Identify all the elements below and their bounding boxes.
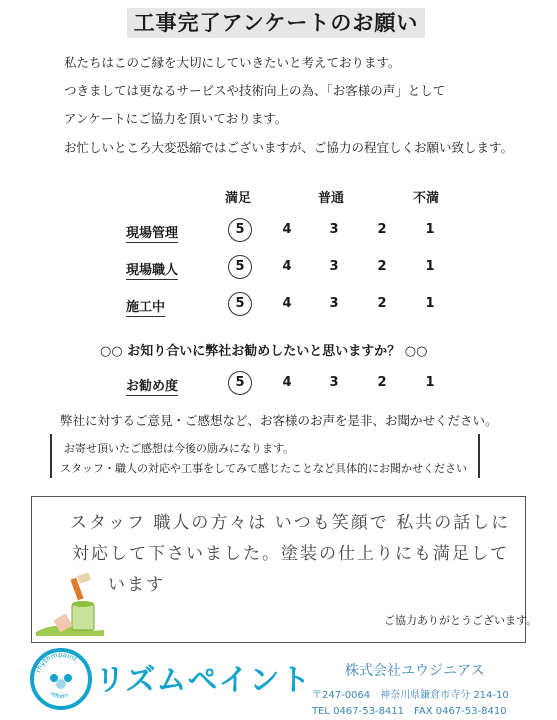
intro-line-2: つきましては更なるサービスや技術向上の為、「お客様の声」として xyxy=(64,83,446,98)
rating-option-4[interactable]: 4 xyxy=(282,375,292,390)
intro-line-3: アンケートにご協力を頂いております。 xyxy=(64,111,288,126)
rating-option-2[interactable]: 2 xyxy=(377,296,387,311)
logo-badge-bottom: reform xyxy=(48,690,70,701)
rating-option-5[interactable]: 5 xyxy=(235,222,245,237)
handwritten-line-3: います xyxy=(108,575,165,595)
header-satisfied: 満足 xyxy=(225,191,252,206)
rating-option-2[interactable]: 2 xyxy=(377,222,387,237)
rating-option-1[interactable]: 1 xyxy=(425,375,435,390)
header-unsatisfied: 不満 xyxy=(413,191,440,206)
recommend-question: ○○ お知り合いに弊社お勧めしたいと思いますか？ ○○ xyxy=(100,344,428,359)
logo-badge-top: rhythmpaint xyxy=(34,650,79,674)
header-neutral: 普通 xyxy=(318,191,345,206)
note-line-1: お寄せ頂いたご感想は今後の励みになります。 xyxy=(64,442,295,455)
rating-option-1[interactable]: 1 xyxy=(425,222,435,237)
page-title: 工事完了アンケートのお願い xyxy=(127,8,425,38)
company-name: 株式会社ユウジニアス xyxy=(345,663,485,679)
rating-option-3[interactable]: 3 xyxy=(329,259,339,274)
thanks-text: ご協力ありがとうございます。 xyxy=(384,614,538,627)
intro-line-4: お忙しいところ大変恐縮ではございますが、ご協力の程宜しくお願い致します。 xyxy=(64,140,514,155)
handwritten-line-2: 対応して下さいました。塗装の仕上りにも満足して xyxy=(72,544,509,564)
rating-label-craftsmen: 現場職人 xyxy=(126,259,178,280)
rating-option-1[interactable]: 1 xyxy=(425,296,435,311)
rating-option-5[interactable]: 5 xyxy=(235,296,245,311)
rating-option-3[interactable]: 3 xyxy=(329,375,339,390)
rating-label-recommend: お勧め度 xyxy=(126,375,178,396)
rating-option-3[interactable]: 3 xyxy=(329,222,339,237)
opinion-prompt: 弊社に対するご意見・ご感想など、お客様のお声を是非、お聞かせください。 xyxy=(60,413,498,428)
rating-option-2[interactable]: 2 xyxy=(377,375,387,390)
rating-option-4[interactable]: 4 xyxy=(282,296,292,311)
rating-option-2[interactable]: 2 xyxy=(377,259,387,274)
rating-label-site-management: 現場管理 xyxy=(126,222,178,243)
rating-option-5[interactable]: 5 xyxy=(235,375,245,390)
rating-option-1[interactable]: 1 xyxy=(425,259,435,274)
rating-option-4[interactable]: 4 xyxy=(282,259,292,274)
rating-option-3[interactable]: 3 xyxy=(329,296,339,311)
rhythmpaint-logo-icon xyxy=(30,648,92,710)
handwritten-line-1: スタッフ 職人の方々は いつも笑顔で 私共の話しに xyxy=(70,513,511,533)
company-phone: TEL 0467-53-8411 FAX 0467-53-8410 xyxy=(312,706,507,717)
note-line-2: スタッフ・職人の対応や工事をしてみて感じたことなど具体的にお聞かせください xyxy=(60,462,467,475)
paint-bucket-illustration xyxy=(34,570,106,638)
rating-label-during-construction: 施工中 xyxy=(126,296,165,317)
brand-name: リズムペイント xyxy=(95,663,312,698)
company-address: 〒247-0064 神奈川県鎌倉市寺分 214-10 xyxy=(312,690,509,701)
rating-option-5[interactable]: 5 xyxy=(235,259,245,274)
intro-line-1: 私たちはこのご縁を大切にしていきたいと考えております。 xyxy=(64,55,401,70)
rating-option-4[interactable]: 4 xyxy=(282,222,292,237)
